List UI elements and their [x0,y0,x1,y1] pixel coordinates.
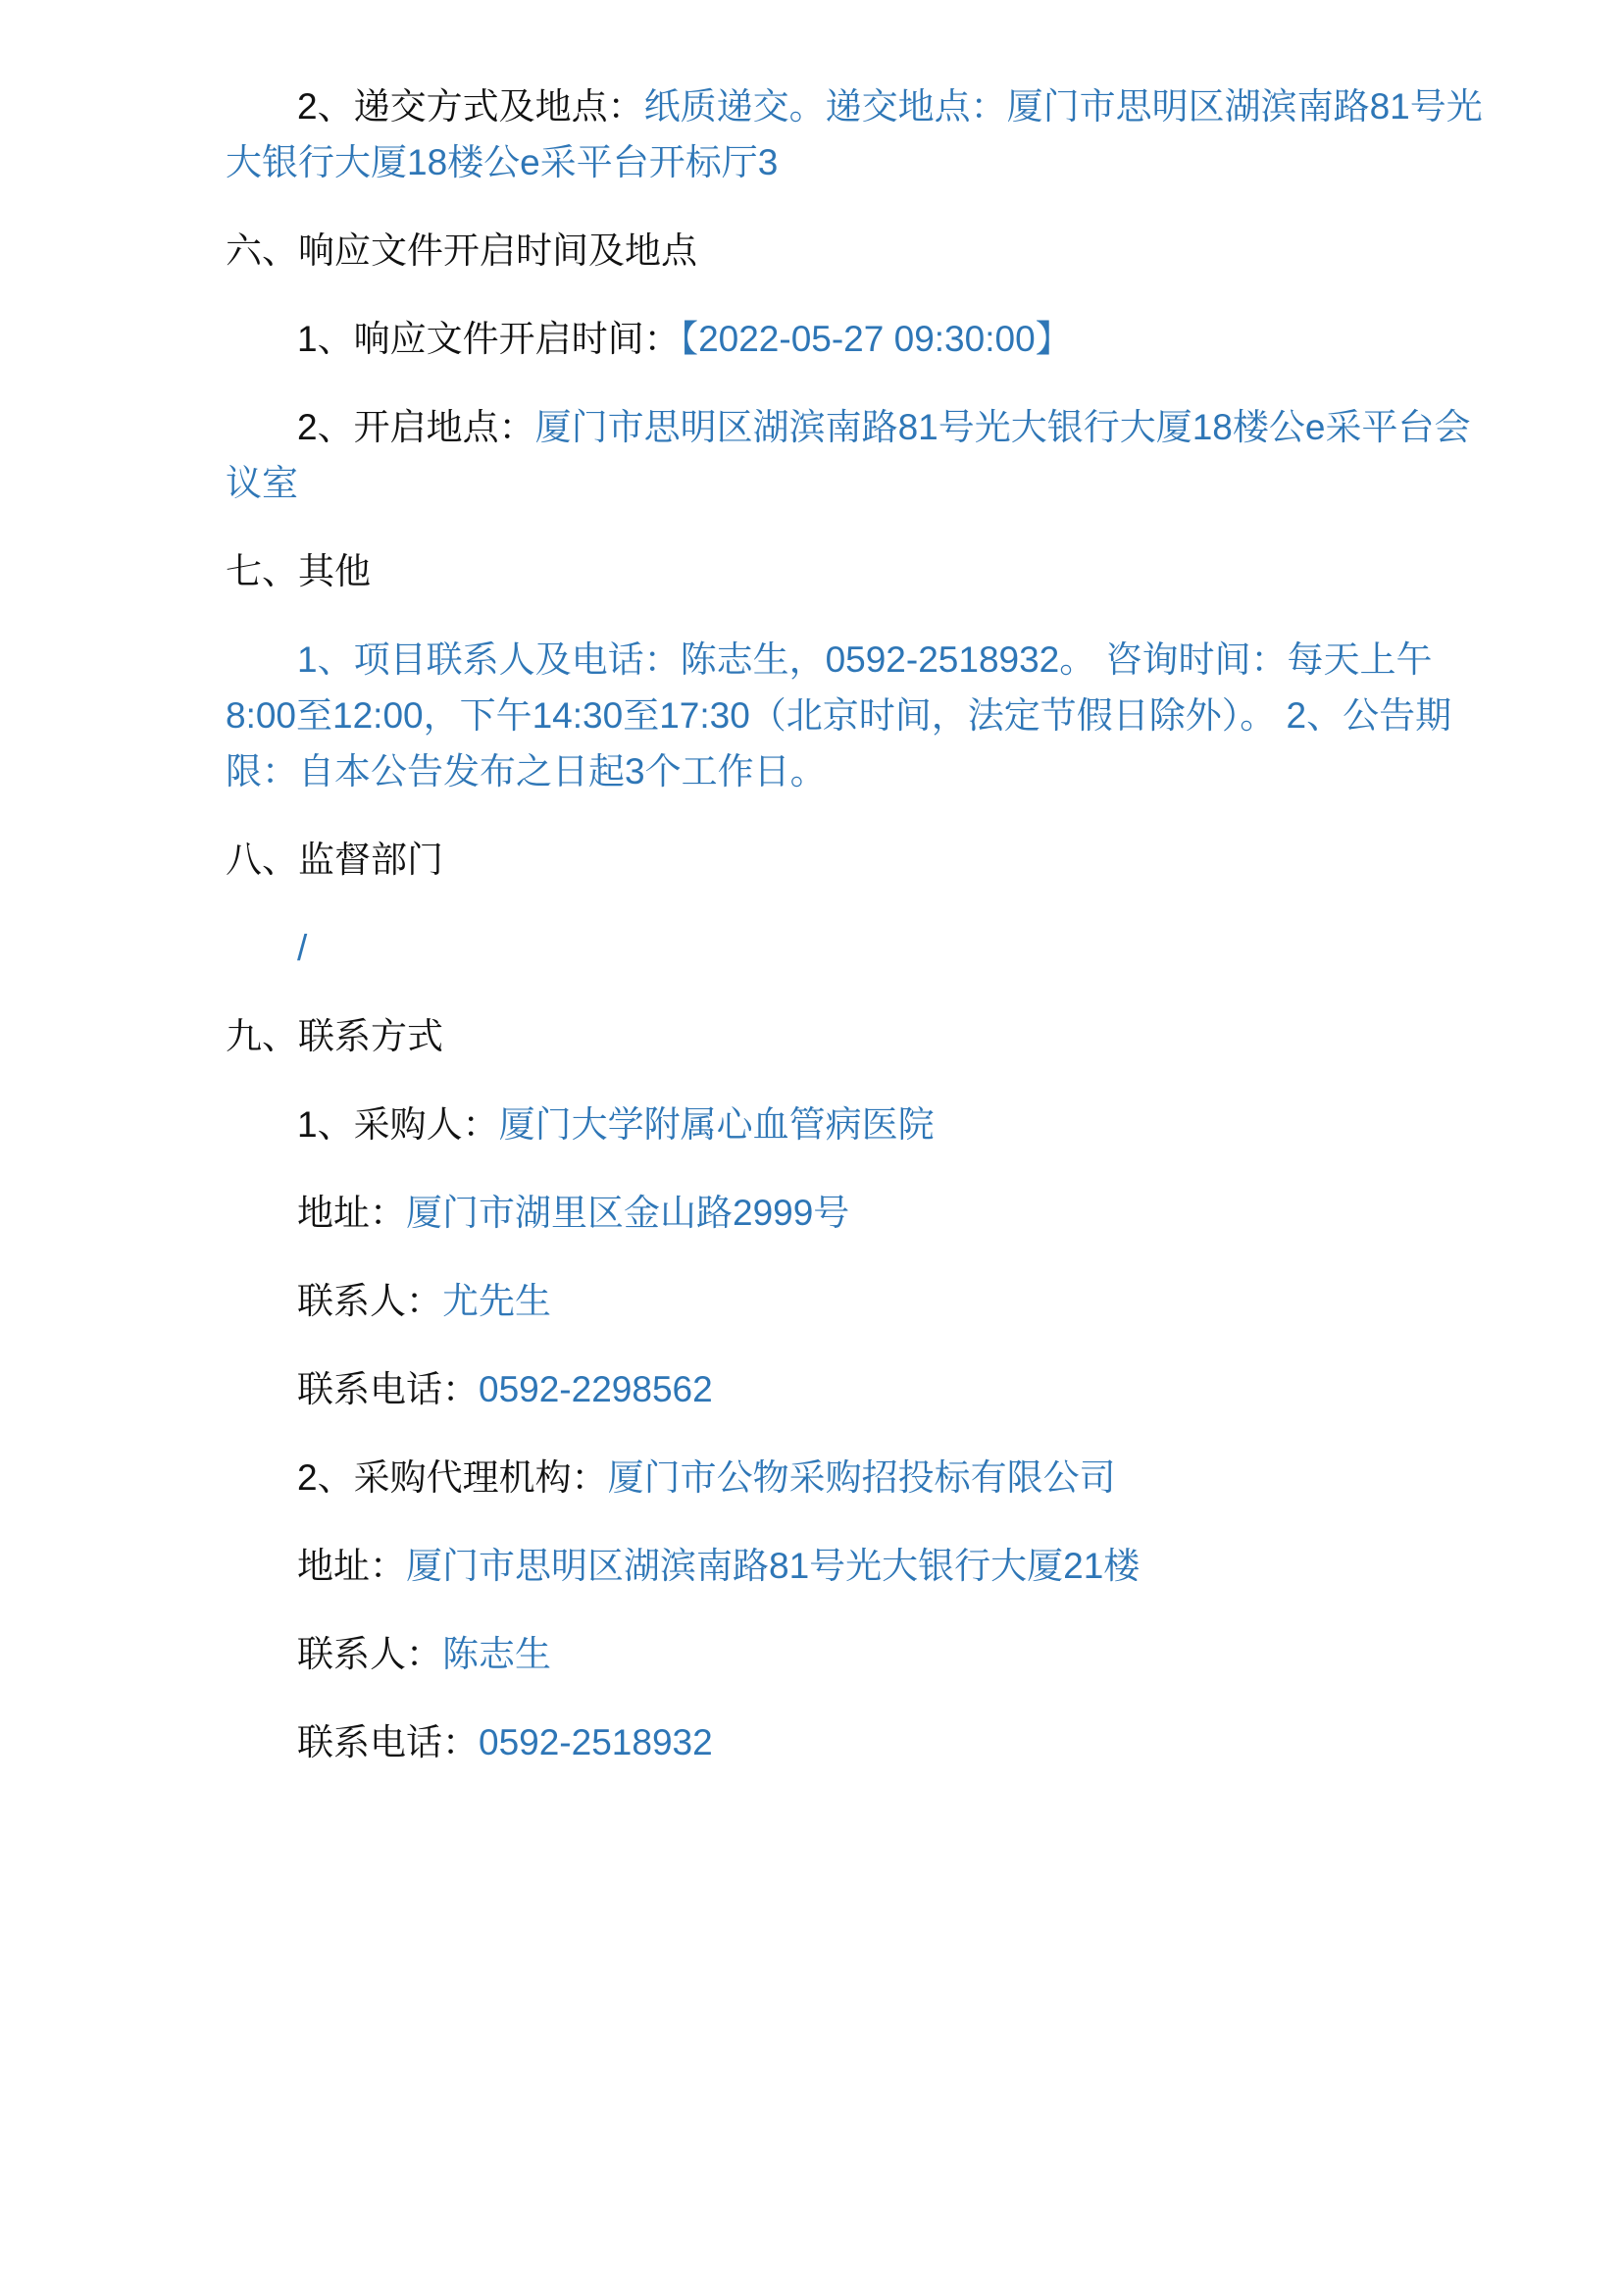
field-value: 陈志生 [442,1634,551,1674]
purchaser-contact-item [226,1273,1476,1329]
field-value: 厦门市思明区湖滨南路81号光大银行大厦18楼公e采平台会 [534,407,1471,447]
agency-address-item [226,1538,1476,1594]
purchaser-phone-item [226,1361,1476,1417]
heading-text: 七、其他 [226,551,371,591]
field-label: 联系电话： [297,1722,479,1762]
section-7-heading [226,543,1476,599]
purchaser-item [226,1097,1476,1152]
field-label: 2、开启地点： [297,407,535,447]
field-label: 联系人： [297,1634,442,1674]
field-value: 议室 [226,463,298,503]
agency-contact-item [226,1626,1476,1682]
agency-item [226,1450,1476,1505]
field-value: 尤先生 [442,1281,551,1321]
field-value: 0592-2518932 [479,1722,713,1762]
purchaser-address-item [226,1185,1476,1241]
heading-text: 六、响应文件开启时间及地点 [226,230,697,271]
field-value: 1、项目联系人及电话：陈志生，0592-2518932。 咨询时间：每天上午 [297,639,1433,680]
open-place-item [226,399,1476,511]
agency-phone-item [226,1714,1476,1770]
field-label: 地址： [297,1193,406,1233]
supervision-value-item [226,920,1476,976]
open-time-item [226,311,1476,367]
field-label: 2、递交方式及地点： [297,86,644,127]
heading-text: 八、监督部门 [226,840,443,880]
field-value: 厦门市公物采购招投标有限公司 [607,1457,1116,1498]
field-label: 地址： [297,1546,406,1586]
field-label: 联系人： [297,1281,442,1321]
field-value: 厦门大学附属心血管病医院 [498,1104,935,1145]
field-value: 厦门市思明区湖滨南路81号光大银行大厦21楼 [406,1546,1141,1586]
field-value: 厦门市湖里区金山路2999号 [406,1193,850,1233]
field-label: 1、响应文件开启时间： [297,319,681,359]
field-value: 0592-2298562 [479,1369,713,1409]
field-value: 【2022-05-27 09:30:00】 [680,319,1072,359]
field-value: / [297,928,308,968]
field-label: 2、采购代理机构： [297,1457,608,1498]
section-6-heading [226,223,1476,279]
field-label: 联系电话： [297,1369,479,1409]
other-info-item [226,632,1476,799]
section-9-heading [226,1008,1476,1064]
field-value: 纸质递交。递交地点：厦门市思明区湖滨南路81号光 [643,86,1483,127]
heading-text: 九、联系方式 [226,1016,443,1056]
section-8-heading [226,832,1476,888]
submission-method-item [226,78,1483,190]
field-value: 8:00至12:00，下午14:30至17:30（北京时间，法定节假日除外）。 2、公告期 [226,695,1452,736]
field-label: 1、采购人： [297,1104,499,1145]
field-value: 限：自本公告发布之日起3个工作日。 [226,751,827,791]
field-value: 大银行大厦18楼公e采平台开标厅3 [226,142,779,182]
